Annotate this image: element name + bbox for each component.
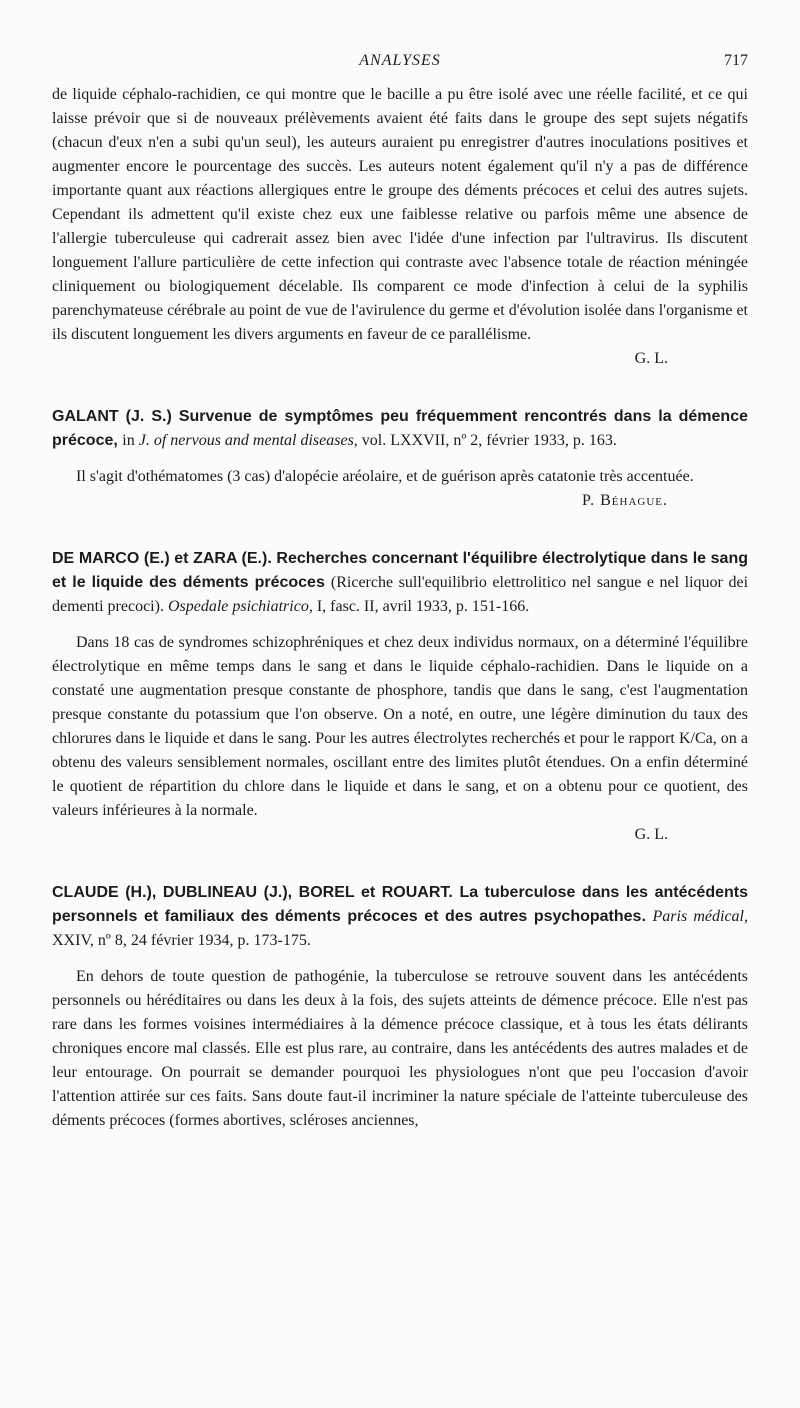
entry-signature: P. Béhague. — [581, 492, 668, 509]
entry-body — [52, 465, 748, 489]
entry-body-text: Dans 18 cas de syndromes schizophréniques et chez deux individus normaux, on a déterminé l'équilibre électrolytique en même temps dans le sang et dans le liquide céphalo-rachidien. Dans le liquide on a constaté une augmentation presque constante de phosphore, tandis que dans le sang, c'est l'augmentation presque constante du potassium que l'on observe. On a noté, en outre, une légère diminution du taux des chlorures dans le liquide et dans le sang. Pour les autres électrolytes recherchés et pour le rapport K/Ca, on a obtenu des valeurs sensiblement normales, oscillant entre des limites plutôt étendues. On a enfin déterminé le quotient de répartition du chlore dans le liquide et dans le sang, et on a obtenu pour ce quotient, des valeurs inférieures à la normale. — [52, 634, 748, 819]
continuation-signature: G. L. — [634, 350, 668, 367]
entry-title: Recherches concernant l'équilibre électrolytique dans le sang et le liquide des déments précoces — [52, 550, 748, 591]
entry-authors: CLAUDE (H.), DUBLINEAU (J.), BOREL et ROUART. — [52, 884, 453, 901]
source-journal: J. of nervous and mental diseases, — [138, 432, 358, 449]
source-details: I, fasc. II, avril 1933, p. 151-166. — [316, 598, 530, 615]
page-number: 717 — [724, 52, 748, 69]
entry-title: La tuberculose dans les antécédents personnels et familiaux des déments précoces et des autres psychopathes. — [52, 884, 749, 925]
entry-heading — [52, 405, 748, 453]
entry-signature: G. L. — [634, 826, 668, 843]
entry-authors: GALANT (J. S.) — [52, 408, 172, 425]
entry-body — [52, 965, 748, 1133]
review-entry-galant — [52, 405, 748, 513]
entry-body — [52, 631, 748, 823]
source-journal: Ospedale psichiatrico, — [167, 598, 313, 615]
source-journal: Paris médical, — [652, 908, 748, 925]
entry-title: Survenue de symptômes peu fréquemment rencontrés dans la démence précoce, — [52, 408, 748, 449]
entry-body-text: En dehors de toute question de pathogénie, la tuberculose se retrouve souvent dans les antécédents personnels ou héréditaires ou dans les deux à la fois, des sujets atteints de démence précoce. Elle n'est pas rare dans les formes voisines intermédiaires à la démence précoce classique, et à tous les états délirants chroniques encore mal classés. Elle est plus rare, au contraire, dans les antécédents des autres malades et de leur entourage. On pourrait se demander pourquoi les physiologues n'ont que peu l'occasion d'avoir l'attention attirée sur ces faits. Sans doute faut-il incriminer la nature spéciale de l'atteinte tuberculeuse des déments précoces (formes abortives, scléroses anciennes, — [52, 968, 748, 1129]
review-entry-demarco — [52, 547, 748, 847]
page-body — [52, 83, 748, 1133]
entry-body-text: Il s'agit d'othématomes (3 cas) d'alopécie aréolaire, et de guérison après catatonie très accentuée. — [76, 468, 694, 485]
running-head — [52, 52, 748, 74]
source-details: vol. LXXVII, nº 2, février 1933, p. 163. — [361, 432, 617, 449]
entry-authors: DE MARCO (E.) et ZARA (E.). — [52, 550, 272, 567]
continuation-paragraph: de liquide céphalo-rachidien, ce qui montre que le bacille a pu être isolé avec une réelle facilité, et ce qui laisse prévoir que si de nouveaux prélèvements avaient été faits dans le groupe des sept sujets négatifs (chacun d'eux n'en a subi qu'un seul), les auteurs auraient pu enregistrer d'autres inoculations positives et augmenter encore le pourcentage des succès. Les auteurs notent également qu'il n'y a pas de différence importante quant aux réactions allergiques entre le groupe des déments précoces et celui des autres sujets. Cependant ils admettent qu'il existe chez eux une faiblesse relative ou parfois même une absence de l'allergie tuberculeuse qui cadrerait assez bien avec l'idée d'une infection par l'ultravirus. Ils discutent longuement l'allure particulière de cette infection qui contraste avec l'absence totale de réaction méningée cliniquement ou biologiquement décelable. Ils comparent ce mode d'infection à celui de la syphilis parenchymateuse cérébrale au point de vue de l'avirulence du germe et d'évolution isolée dans l'organisme et ils discutent longuement les divers arguments en faveur de ce parallélisme. — [52, 86, 748, 343]
source-prefix: (Ricerche sull'equilibrio elettrolitico nel sangue e nel liquor dei dementi precoci). — [52, 574, 749, 615]
source-details: XXIV, nº 8, 24 février 1934, p. 173-175. — [52, 932, 311, 949]
running-title: ANALYSES — [359, 52, 441, 69]
entry-heading — [52, 547, 748, 619]
review-entry-claude — [52, 881, 748, 1133]
entry-source — [122, 432, 617, 449]
source-prefix: in — [122, 432, 135, 449]
entry-heading — [52, 881, 748, 953]
